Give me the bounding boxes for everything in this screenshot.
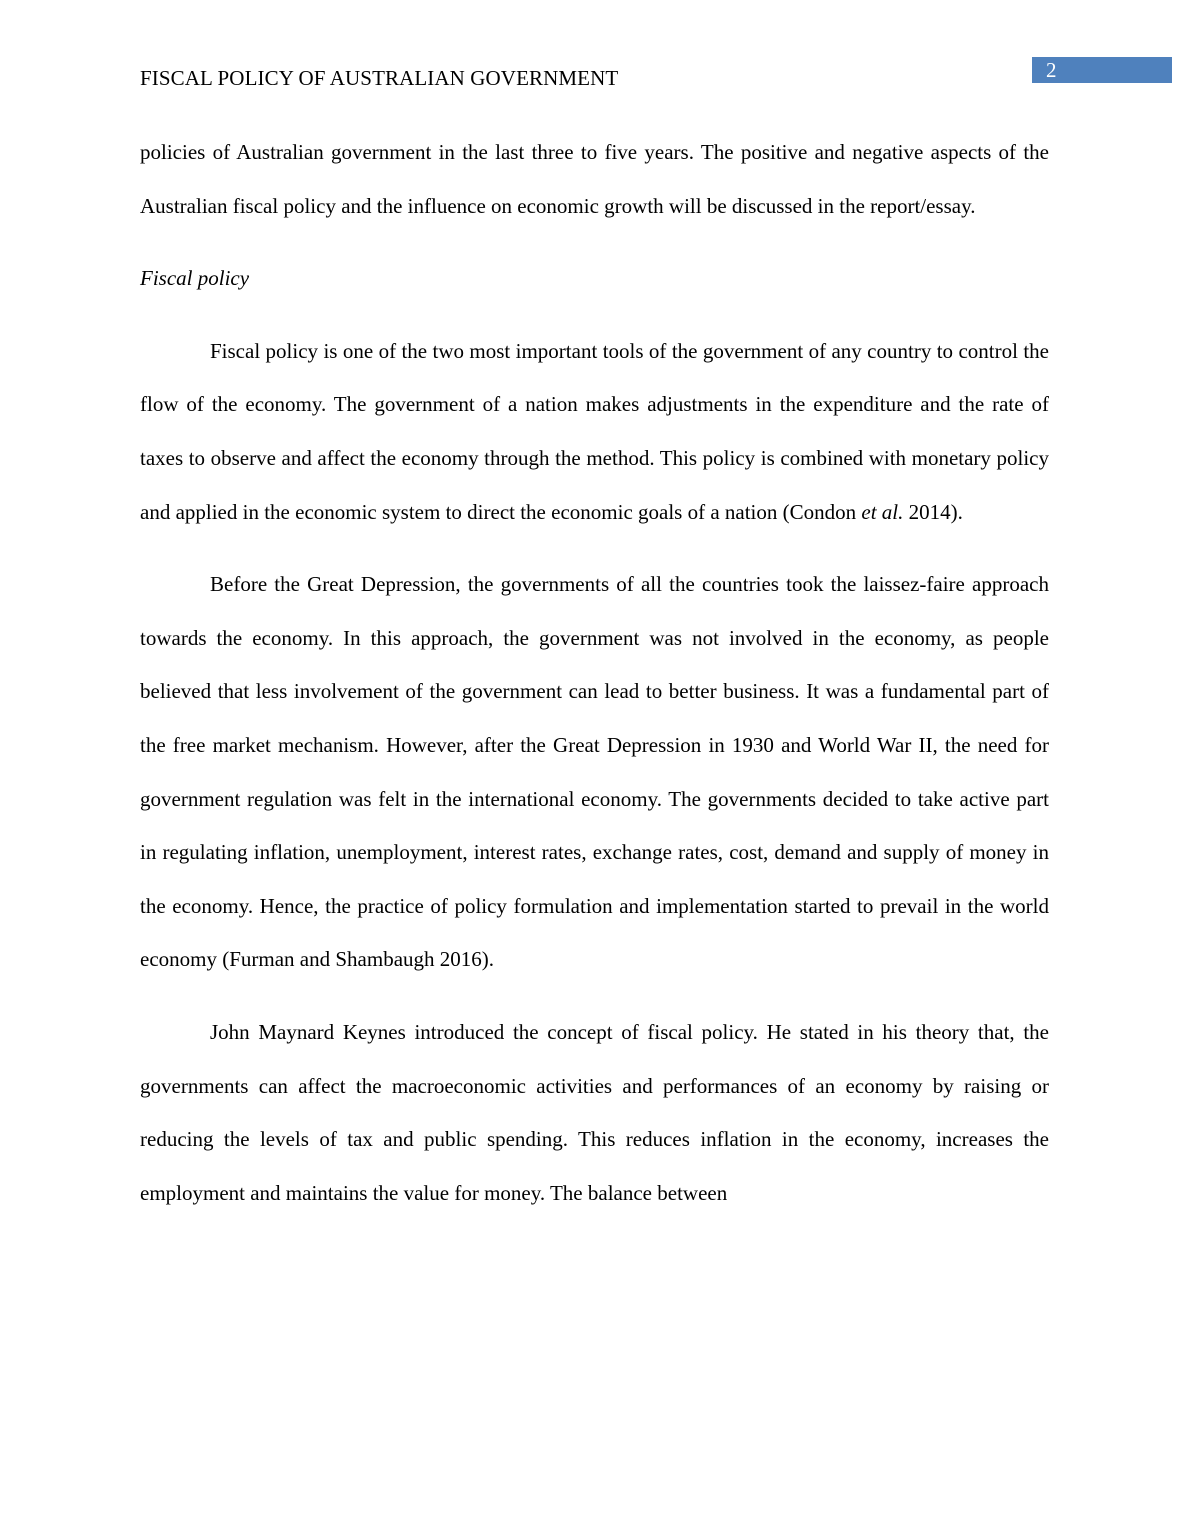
running-head: FISCAL POLICY OF AUSTRALIAN GOVERNMENT (140, 66, 619, 90)
body-text (140, 126, 1049, 1239)
paragraph-intro: policies of Australian government in the last three to five years. The positive and negative aspects of the Australian fiscal policy and the influence on economic growth will be discussed in the report/essay. (140, 140, 1049, 218)
citation-year: 2014). (903, 499, 963, 524)
page-number: 2 (1046, 58, 1057, 82)
page-number-box (1032, 57, 1172, 83)
section-heading-fiscal-policy: Fiscal policy (140, 266, 250, 291)
paragraph-great-depression: Before the Great Depression, the governments of all the countries took the laissez-faire approach towards the economy. In this approach, the government was not involved in the economy, as people believed that less involvement of the government can lead to better business. It was a fundamental part of the free market mechanism. However, after the Great Depression in 1930 and World War II, the need for government regulation was felt in the international economy. The governments decided to take active part in regulating inflation, unemployment, interest rates, exchange rates, cost, demand and supply of money in the economy. Hence, the practice of policy formulation and implementation started to prevail in the world economy (Furman and Shambaugh 2016). (140, 572, 1049, 972)
paragraph-fiscal-policy (140, 325, 1049, 539)
citation-et-al: et al. (861, 499, 904, 524)
paragraph-keynes: John Maynard Keynes introduced the concept of fiscal policy. He stated in his theory that, the governments can affect the macroeconomic activities and performances of an economy by raising or reducing the levels of tax and public spending. This reduces inflation in the economy, increases the employment and maintains the value for money. The balance between (140, 1019, 1049, 1205)
paragraph-fiscal-text: Fiscal policy is one of the two most important tools of the government of any country to control the flow of the economy. The government of a nation makes adjustments in the expenditure and the rate of taxes to observe and affect the economy through the method. This policy is combined with monetary policy and applied in the economic system to direct the economic goals of a nation (Condon (140, 338, 1049, 524)
